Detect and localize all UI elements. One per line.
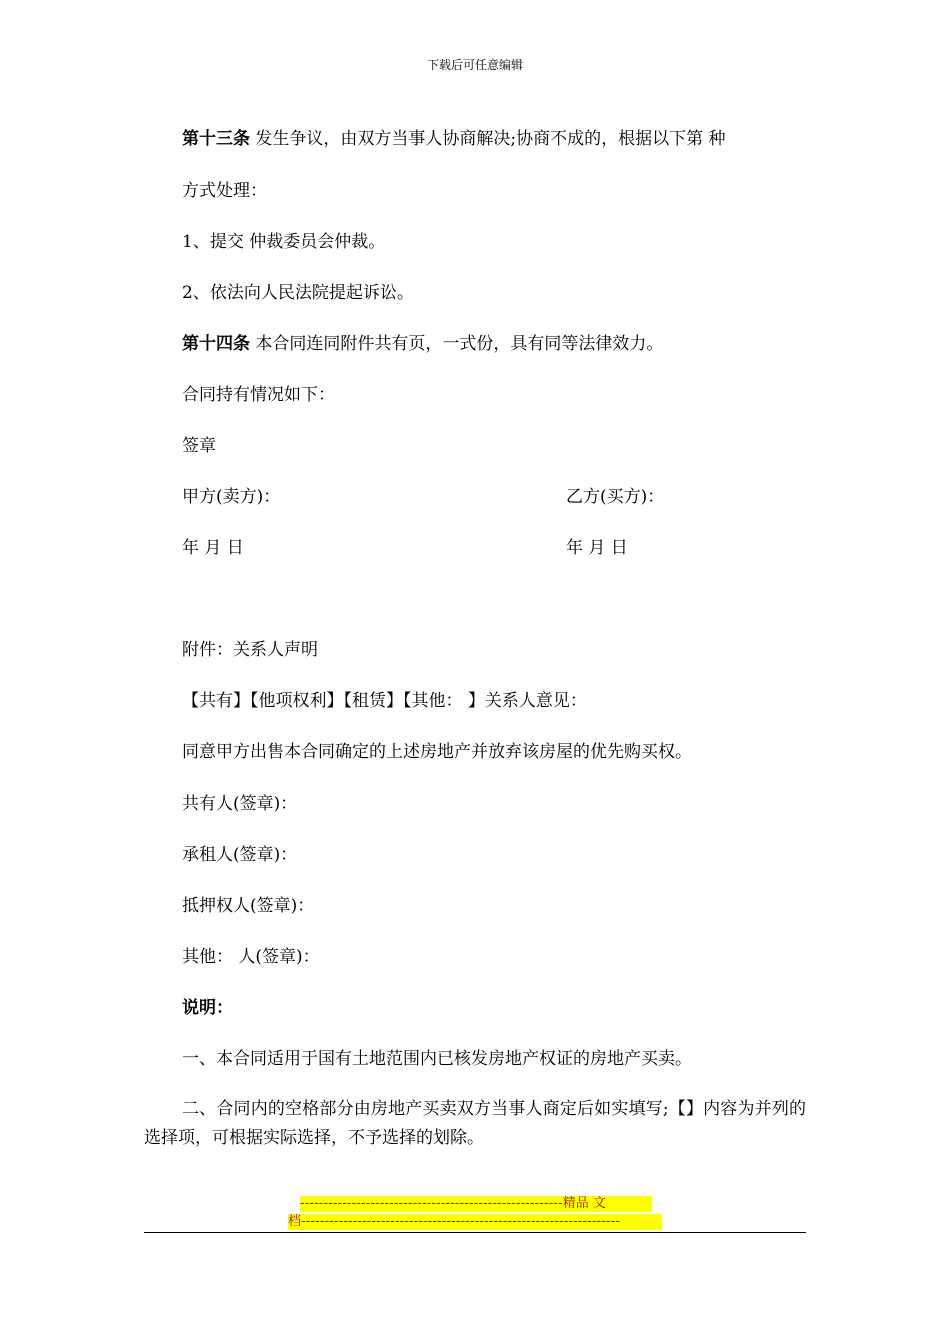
signer-tenant: 承租人(签章)： [182,845,298,865]
notes-title: 说明： [182,998,233,1018]
note-item-1: 一、本合同适用于国有土地范围内已核发房地产权证的房地产买卖。 [182,1049,692,1069]
attachment-consent: 同意甲方出售本合同确定的上述房地产并放弃该房屋的优先购买权。 [182,742,692,762]
footer-highlight-line-1: --------------------------------------------------------精品 文 [300,1196,652,1212]
attachment-title: 附件：关系人声明 [182,640,318,660]
article-14-line [182,333,663,355]
article-13-option-2: 2、依法向人民法院提起诉讼。 [182,283,414,303]
signer-mortgagee: 抵押权人(签章)： [182,896,315,916]
article-13-label: 第十三条 [182,129,250,149]
article-13-line [182,128,726,150]
attachment-options: 【共有】【他项权利】【租赁】【其他： 】关系人意见： [182,691,587,711]
party-b-date: 年 月 日 [566,538,628,558]
note-item-2: 二、合同内的空格部分由房地产买卖双方当事人商定后如实填写;【】内容为并列的选择项，可根据实际选择，不予选择的划除。 [144,1099,806,1148]
article-13-continuation: 方式处理： [182,181,267,201]
party-b-label: 乙方(买方)： [566,487,665,507]
party-a-date: 年 月 日 [182,538,244,558]
signer-co-owner: 共有人(签章)： [182,794,298,814]
page-header: 下载后可任意编辑 [426,58,523,72]
footer-rule [144,1232,806,1233]
contract-holding: 合同持有情况如下： [182,385,335,405]
article-14-label: 第十四条 [182,334,250,354]
party-a-label: 甲方(卖方)： [182,487,281,507]
article-13-option-1: 1、提交 仲裁委员会仲裁。 [182,232,386,252]
footer-highlight-line-2: 档-------------------------------------------------------------------- [288,1214,662,1230]
signer-other: 其他： 人(签章)： [182,947,320,967]
article-13-text: 发生争议，由双方当事人协商解决;协商不成的，根据以下第 种 [255,129,726,149]
signature-title: 签章 [182,436,216,456]
article-14-text: 本合同连同附件共有页，一式份，具有同等法律效力。 [255,334,664,354]
